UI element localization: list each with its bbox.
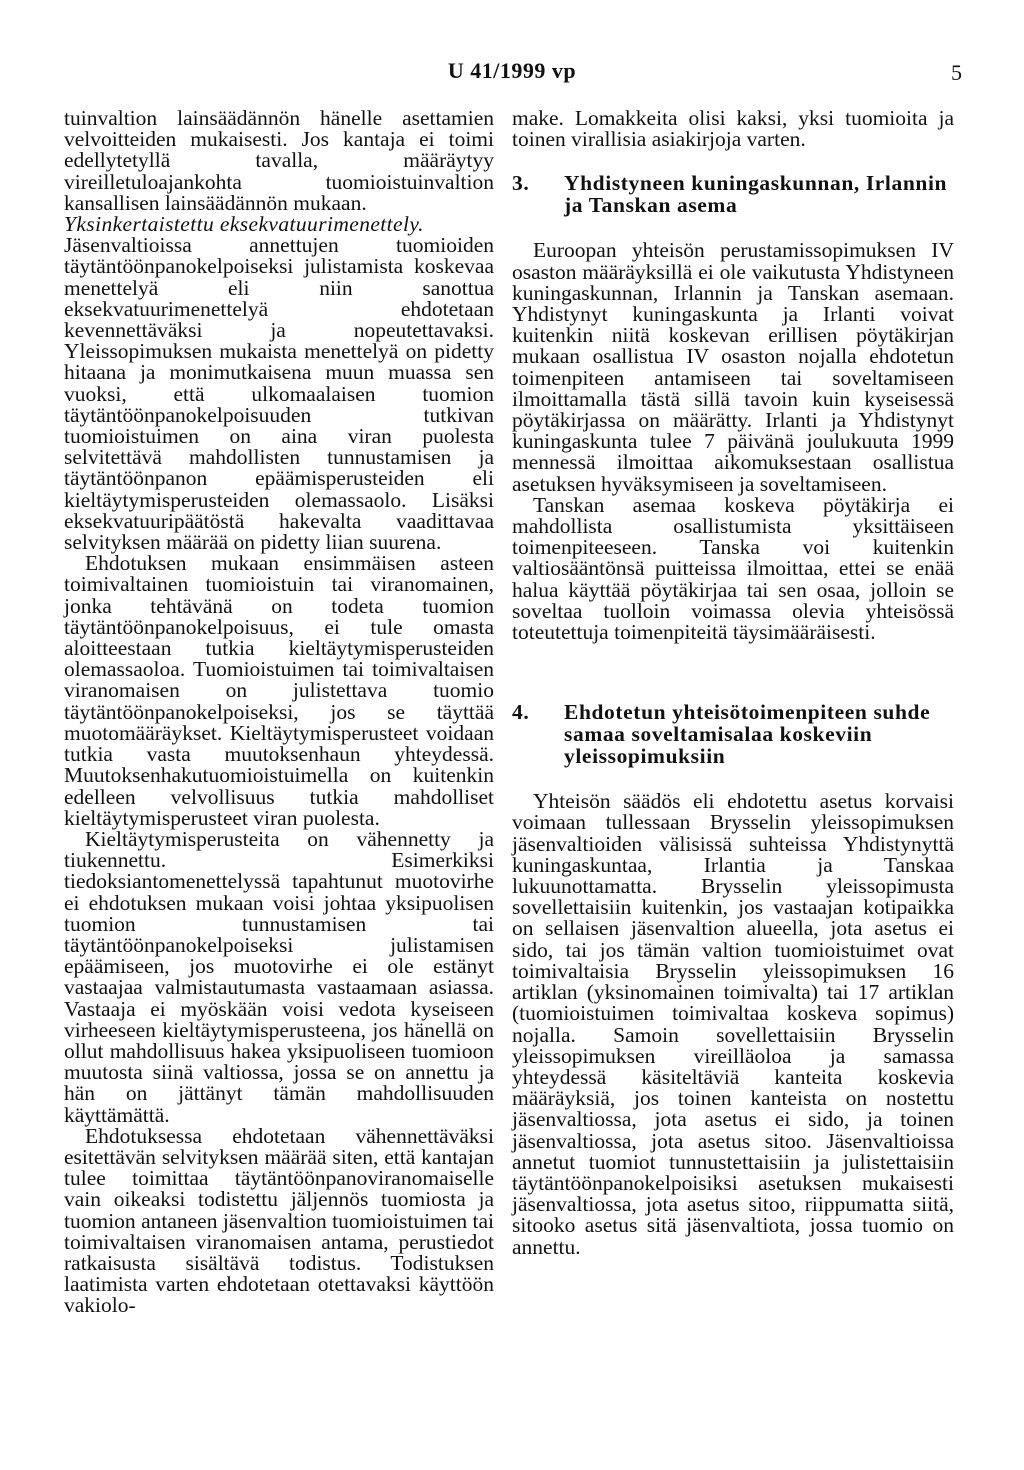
page-header (0, 58, 1024, 98)
paragraph: tuinvaltion lainsäädännön hänelle asettamien velvoitteiden mukaisesti. Jos kantaja ei toimi edellytetyllä tavalla, määräytyy vireilletuloajankohta tuomioistuinvaltion kansallisen lainsäädännön mukaan. (64, 106, 494, 215)
paragraph: Yhteisön säädös eli ehdotettu asetus korvaisi voimaan tullessaan Brysselin yleissopimuksen jäsenvaltioiden välisissä suhteissa Yhdistynyttä kuningaskuntaa, Irlantia ja Tanskaa lukuunottamatta. Brysselin yleissopimusta sovellettaisiin kuitenkin, jos vastaajan kotipaikka on sellaisen jäsenvaltion alueella, jota asetus ei sido, tai jos tämän valtion tuomioistuimet ovat toimivaltaisia Brysselin yleissopimuksen 16 artiklan (yksinomainen toimivalta) tai 17 artiklan (tuomioistuimen toimivaltaa koskeva sopimus) nojalla. Samoin sovellettaisiin Brysselin yleissopimuksen vireilläoloa ja samassa yhteydessä käsiteltäviä kanteita koskevia määräyksiä, jos toinen kanteista on nostettu jäsenvaltiossa, jota asetus ei sido, ja toinen jäsenvaltiossa, jota asetus sitoo. Jäsenvaltioissa annetut tuomiot tunnustettaisiin ja julistettaisiin täytäntöönpanokelpoisiksi asetuksen mukaisesti jäsenvaltiossa, jota asetus sitoo, riippumatta siitä, sitooko asetus sitä jäsenvaltiota, jossa tuomio on annettu. (512, 789, 954, 1259)
paragraph: Jäsenvaltioissa annettujen tuomioiden täytäntöönpanokelpoiseksi julistamista koskevaa menettelyä eli niin sanottua eksekvatuurimenettelyä ehdotetaan kevennettäväksi ja nopeutettavaksi. Yleissopimuksen mukaista menettelyä on pidetty hitaana ja monimutkaisena muun muassa sen vuoksi, että ulkomaalaisen tuomion täytäntöönpanokelpoisuuden tutkivan tuomioistuimen on aina viran puolesta selvitettävä mahdollisten tunnustamisen ja täytäntöönpanon epäämisperusteiden eli kieltäytymisperusteiden olemassaolo. Lisäksi eksekvatuuripäätöstä hakevalta vaadittavaa selvityksen määrää on pidetty liian suurena. (64, 233, 494, 555)
paragraph: make. Lomakkeita olisi kaksi, yksi tuomioita ja toinen virallisia asiakirjoja varten. (512, 106, 954, 152)
section-heading-4 (512, 701, 954, 767)
paragraph: Kieltäytymisperusteita on vähennetty ja tiukennettu. Esimerkiksi tiedoksiantomenettelyssä tapahtunut muotovirhe ei ehdotuksen mukaan voisi johtaa yksipuolisen tuomion tunnustamisen tai täytäntöönpanokelpoiseksi julistamisen epäämiseen, jos muotovirhe ei ole estänyt vastaajaa valmistautumasta vastaamaan asiassa. Vastaaja ei myöskään voisi vedota kyseiseen virheeseen kieltäytymisperusteena, jos hänellä on ollut mahdollisuus hakea yksipuoliseen tuomioon muutosta siinä valtiossa, jossa se on annettu ja hän on jättänyt tämän mahdollisuuden käyttämättä. (64, 826, 494, 1127)
section-title: Ehdotetun yhteisötoimenpiteen suhde samaa soveltamisalaa koskeviin yleissopimuksiin (564, 700, 931, 769)
document-id: U 41/1999 vp (447, 58, 577, 83)
right-column (512, 108, 954, 1258)
paragraph: Euroopan yhteisön perustamissopimuksen IV osaston määräyksillä ei ole vaikutusta Yhdistyneen kuningaskunnan, Irlannin ja Tanskan asemaan. Yhdistynyt kuningaskunta ja Irlanti voivat kuitenkin niitä koskevan erillisen pöytäkirjan mukaan osallistua IV osaston nojalla ehdotetun toimenpiteen antamiseen tai soveltamiseen ilmoittamalla tästä sillä tavoin kuin kyseisessä pöytäkirjassa on määrätty. Irlanti ja Yhdistynyt kuningaskunta tulee 7 päivänä joulukuuta 1999 mennessä ilmoittaa aikomuksestaan osallistua asetuksen hyväksymiseen ja soveltamiseen. (512, 238, 954, 496)
section-number: 4. (512, 700, 530, 725)
section-title: Yhdistyneen kuningaskunnan, Irlannin ja Tanskan asema (564, 171, 948, 218)
left-column (64, 108, 494, 1317)
paragraph: Ehdotuksen mukaan ensimmäisen asteen toimivaltainen tuomioistuin tai viranomainen, jonka tehtävänä on todeta tuomion täytäntöönpanokelpoisuus, ei tule omasta aloitteestaan tutkia kieltäytymisperusteiden olemassaoloa. Tuomioistuimen tai toimivaltaisen viranomaisen on julistettava tuomio täytäntöönpanokelpoiseksi, jos se täyttää muotomääräykset. Kieltäytymisperusteet voidaan tutkia vasta muutoksenhaun yhteydessä. Muutoksenhakutuomioistuimella on kuitenkin edelleen velvollisuus tutkia mahdolliset kieltäytymisperusteet viran puolesta. (64, 551, 494, 830)
section-number: 3. (512, 171, 530, 196)
paragraph: Tanskan asemaa koskeva pöytäkirja ei mahdollista osallistumista yksittäiseen toimenpiteeseen. Tanska voi kuitenkin valtiosääntönsä puitteissa ilmoittaa, ettei se enää halua käyttää pöytäkirjaa tai sen osaa, jolloin se soveltaa tuolloin voimassa olevia yhteisössä toteutettuja toimenpiteitä täysimääräisesti. (512, 492, 954, 645)
paragraph: Ehdotuksessa ehdotetaan vähennettäväksi esitettävän selvityksen määrää siten, että kantajan tulee toimittaa täytäntöönpanoviranomaiselle vain oikeaksi todistettu jäljennös tuomiosta ja tuomion antaneen jäsenvaltion tuomioistuimen tai toimivaltaisen viranomaisen antama, perustiedot ratkaisusta sisältävä todistus. Todistuksen laatimista varten ehdotetaan otettavaksi käyttöön vakiolo- (64, 1123, 494, 1318)
section-heading-3 (512, 172, 954, 216)
italic-subheading: Yksinkertaistettu eksekvatuurimenettely. (64, 212, 424, 237)
page-number: 5 (951, 60, 962, 85)
